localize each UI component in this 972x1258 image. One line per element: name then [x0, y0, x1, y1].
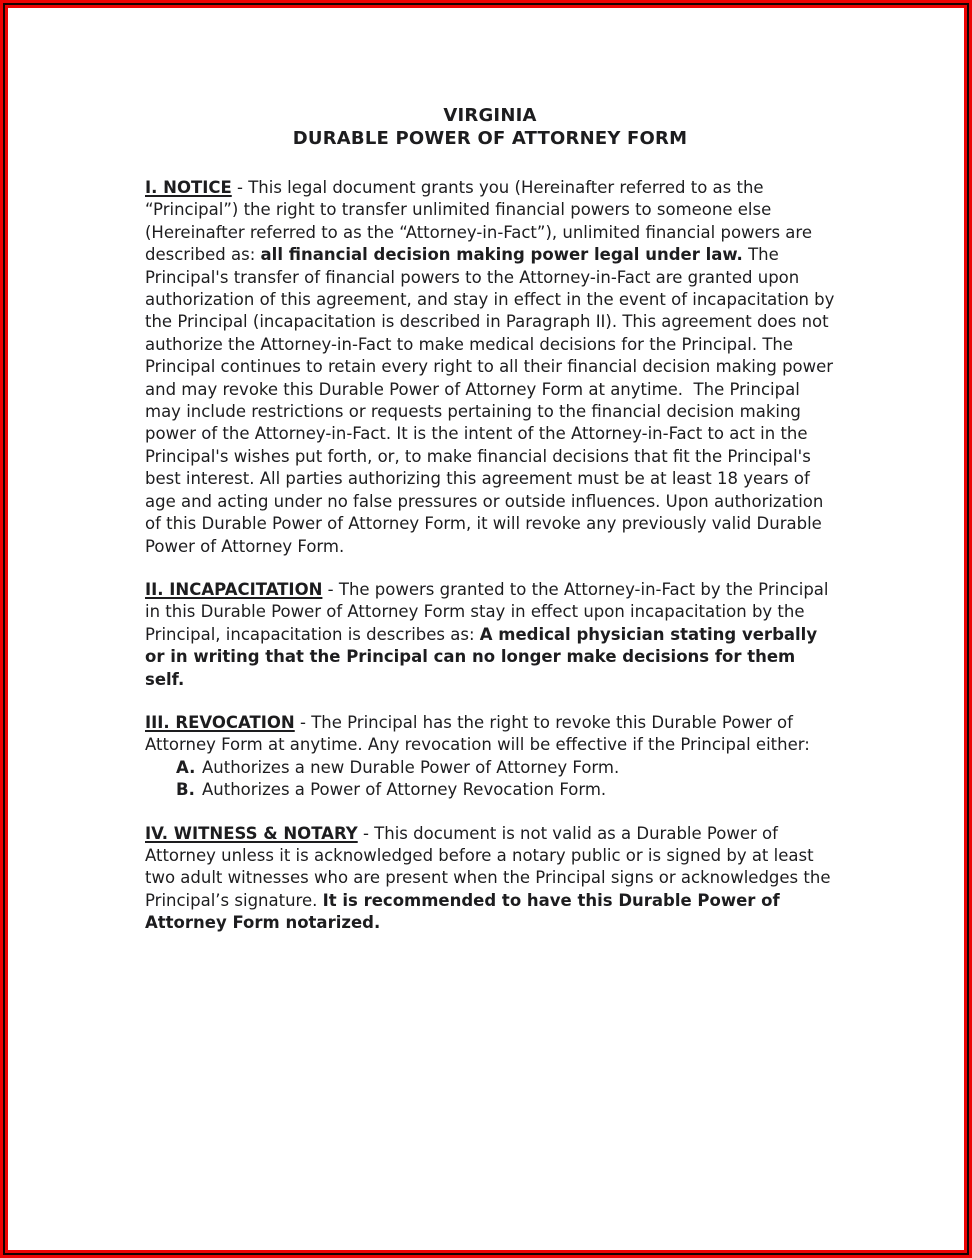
list-item-label: A. [176, 757, 196, 777]
section-witness-notary [145, 823, 835, 935]
body-text: - The Principal has the right to revoke this Durable Power of Attorney Form at anytime. Any revocation will be effective if the Principal either: [145, 712, 810, 755]
body-text: - The powers granted to the Attorney-in-Fact by the Principal in this Durable Power of Attorney Form stay in effect upon incapacitation by the Principal, incapacitation is describes as: [145, 579, 829, 644]
section-heading: III. REVOCATION [145, 712, 295, 732]
section-paragraph [145, 823, 835, 935]
section-heading: I. NOTICE [145, 178, 232, 197]
section-revocation [145, 712, 835, 802]
title-form-name-line: DURABLE POWER OF ATTORNEY FORM [292, 128, 688, 149]
section-paragraph [145, 712, 835, 757]
section-paragraph [145, 579, 835, 691]
section-notice [145, 177, 835, 558]
body-text: - This document is not valid as a Durable Power of Attorney unless it is acknowledged before a notary public or is signed by at least two adult witnesses who are present when the Principal signs or acknowledges the Principal’s signature. [145, 823, 831, 910]
section-paragraph [145, 177, 835, 558]
body-text: - This legal document grants you (Hereinafter referred to as the “Principal”) the right to transfer unlimited financial powers to someone else (Hereinafter referred to as the “Attorney-in-Fact”), unlimited financial powers are described as: [145, 178, 812, 265]
lettered-list [145, 757, 835, 802]
emphasized-text: A medical physician stating verbally or in writing that the Principal can no longer make decisions for them self. [145, 624, 818, 689]
body-text: The Principal's transfer of financial powers to the Attorney-in-Fact are granted upon authorization of this agreement, and stay in effect in the event of incapacitation by the Principal (incapacitation is described in Paragraph II). This agreement does not authorize the Attorney-in-Fact to make medical decisions for the Principal. The Principal continues to retain every right to all their financial decision making power and may revoke this Durable Power of Attorney Form at anytime. The Principal may include restrictions or requests pertaining to the financial decision making power of the Attorney-in-Fact. It is the intent of the Attorney-in-Fact to act in the Principal's wishes put forth, or, to make financial decisions that fit the Principal's best interest. All parties authorizing this agreement must be at least 18 years of age and acting under no false pressures or outside influences. Upon authorization of this Durable Power of Attorney Form, it will revoke any previously valid Durable Power of Attorney Form. [145, 245, 835, 556]
list-item [176, 757, 835, 779]
list-item-text: Authorizes a new Durable Power of Attorney Form. [202, 757, 620, 777]
document-body [145, 177, 835, 935]
emphasized-text: It is recommended to have this Durable Power of Attorney Form notarized. [145, 890, 780, 933]
title-state-line: VIRGINIA [443, 105, 537, 126]
section-heading: IV. WITNESS & NOTARY [145, 823, 358, 843]
list-item-text: Authorizes a Power of Attorney Revocation Form. [202, 780, 607, 800]
section-incapacitation [145, 579, 835, 691]
list-item [176, 779, 835, 801]
list-item-label: B. [176, 780, 195, 800]
section-heading: II. INCAPACITATION [145, 579, 323, 599]
document-title [145, 104, 835, 150]
emphasized-text: all financial decision making power legal under law. [260, 245, 743, 265]
